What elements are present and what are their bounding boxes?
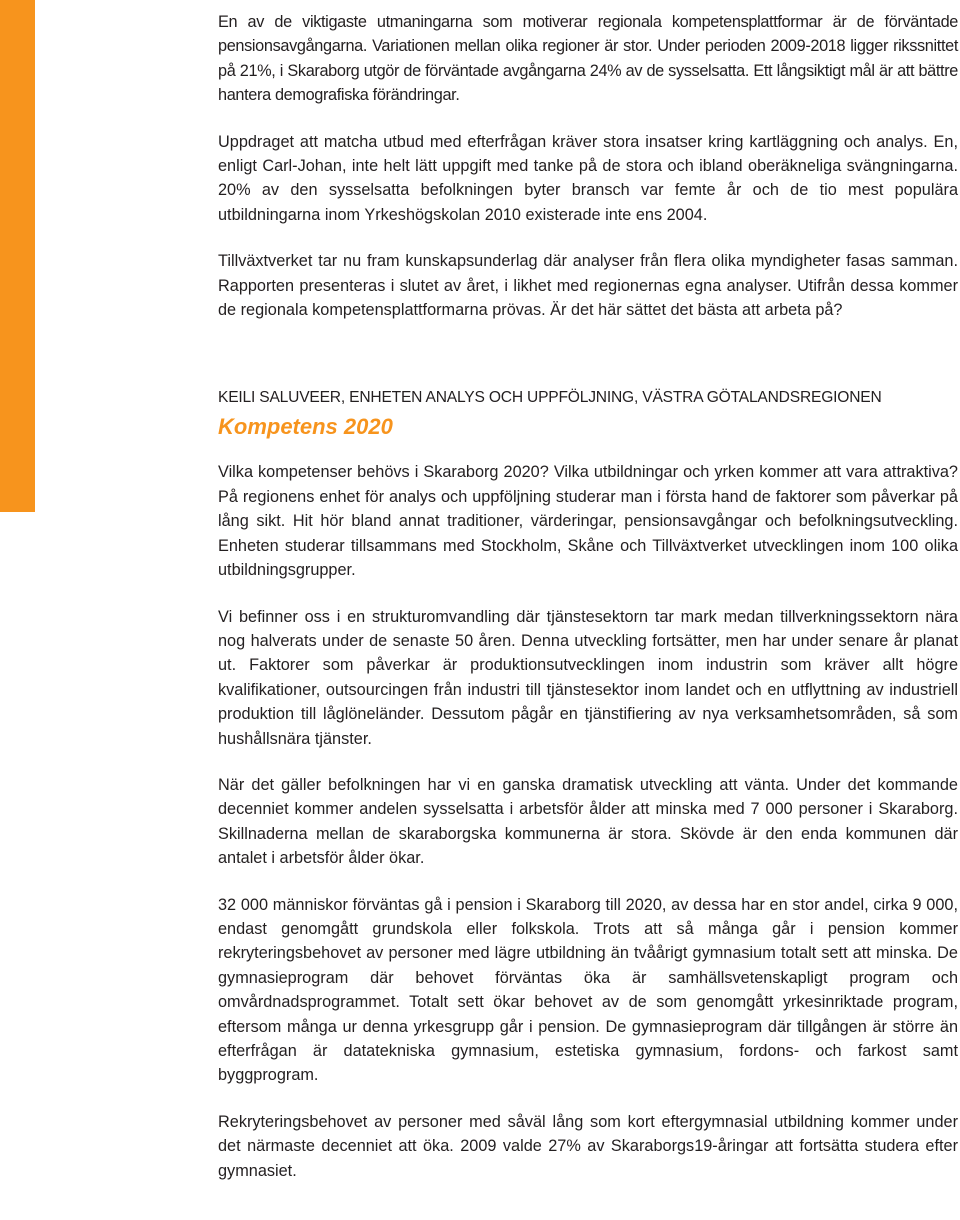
orange-margin-bar (0, 0, 35, 512)
paragraph-matching-analysis: Uppdraget att matcha utbud med efterfrågan kräver stora insatser kring kartläggning och analys. En, enligt Carl-Johan, inte helt lätt uppgift med tanke på de stora och ibland oberäkneliga svängningarna. 20% av den sysselsatta befolkningen byter bransch var femte år och de tio mest populära utbildningarna inom Yrkeshögskolan 2010 existerade inte ens 2004. (218, 132, 958, 224)
section-heading: Kompetens 2020 (218, 414, 393, 440)
paragraph-retirements: 32 000 människor förväntas gå i pension i Skaraborg till 2020, av dessa har en stor andel, cirka 9 000, endast genomgått grundskola eller folkskola. Trots att så många går i pension kommer rekryteringsbehovet av personer med lägre utbildning än tvåårigt gymnasium totalt sett att minska. De gymnasieprogram där behovet förväntas öka är samhällsvetenskapligt program och omvårdnadsprogrammet. Totalt sett ökar behovet av de som genomgått yrkesinriktade program, eftersom många ur denna yrkesgrupp går i pension. De gymnasieprogram där tillgången är större än efterfrågan är datatekniska gymnasium, estetiska gymnasium, fordons- och farkost samt byggprogram. (218, 895, 958, 1085)
author-byline: KEILI SALUVEER, ENHETEN ANALYS OCH UPPFÖLJNING, VÄSTRA GÖTALANDSREGIONEN (218, 389, 882, 407)
section-spacer (218, 344, 958, 388)
paragraph-pension-challenge: En av de viktigaste utmaningarna som motiverar regionala kompetensplattformar är de förväntade pensionsavgångarna. Variationen mellan olika regioner är stor. Under perioden 2009-2018 ligger rikssnittet på 21%, i Skaraborg utgör de förväntade avgångarna 24% av de sysselsatta. Ett långsiktigt mål är att bättre hantera demografiska förändringar. (218, 13, 958, 105)
paragraph-recruitment-need: Rekryteringsbehovet av personer med såväl lång som kort eftergymnasial utbildning kommer under det närmaste decenniet att öka. 2009 valde 27% av Skaraborgs19-åringar att fortsätta studera efter gymnasiet. (218, 1112, 958, 1180)
paragraph-tillvaxtverket: Tillväxtverket tar nu fram kunskapsunderlag där analyser från flera olika myndigheter fasas samman. Rapporten presenteras i slutet av året, i likhet med regionernas egna analyser. Utifrån dessa kommer de regionala kompetensplattformarna prövas. Är det här sättet det bästa att arbeta på? (218, 252, 958, 320)
paragraph-competences-2020: Vilka kompetenser behövs i Skaraborg 2020? Vilka utbildningar och yrken kommer att vara attraktiva? På regionens enhet för analys och uppföljning studerar man i första hand de faktorer som påverkar på lång sikt. Hit hör bland annat traditioner, värderingar, pensionsavgångar och befolkningsutveckling. Enheten studerar tillsammans med Stockholm, Skåne och Tillväxtverket utvecklingen inom 100 olika utbildningsgrupper. (218, 463, 958, 580)
article-body (218, 10, 958, 1183)
paragraph-structural-change: Vi befinner oss i en strukturomvandling där tjänstesektorn tar mark medan tillverkningssektorn nära nog halverats under de senaste 50 åren. Denna utveckling fortsätter, men har under senare år planat ut. Faktorer som påverkar är produktionsutvecklingen inom industrin som kräver allt högre kvalifikationer, outsourcingen från industri till tjänstesektor inom landet och en utflyttning av industriell produktion till låglöneländer. Dessutom pågår en tjänstifiering av nya verksamhetsområden, så som hushållsnära tjänster. (218, 607, 958, 748)
paragraph-population: När det gäller befolkningen har vi en ganska dramatisk utveckling att vänta. Under det kommande decenniet kommer andelen sysselsatta i arbetsför ålder att minska med 7 000 personer i Skaraborg. Skillnaderna mellan de skaraborgska kommunerna är stora. Skövde är den enda kommunen där antalet i arbetsför ålder ökar. (218, 775, 958, 868)
